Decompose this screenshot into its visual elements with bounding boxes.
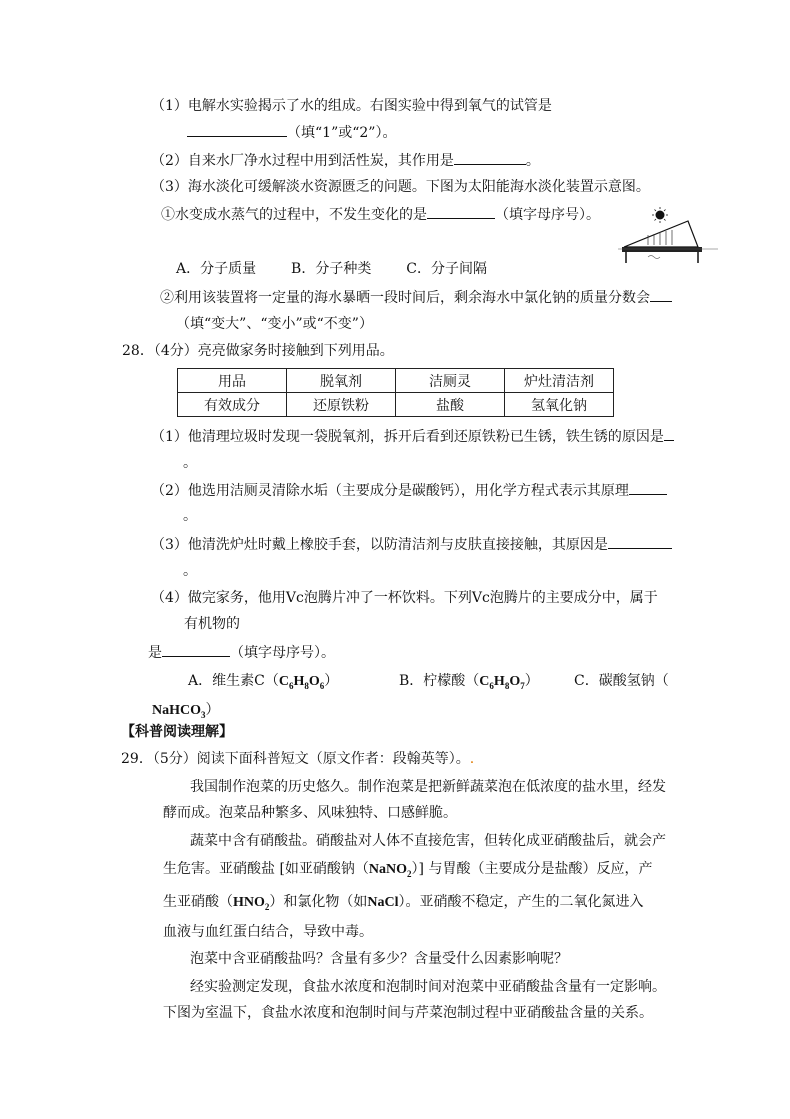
household-items-table [177, 368, 614, 417]
table-row [178, 393, 614, 417]
table-cell: 氢氧化钠 [505, 393, 614, 417]
q28-part4-line3: 是 （填字母序号）。 [148, 642, 335, 663]
formula-vitamin-c: $C_6H_8O_6$ [278, 674, 325, 691]
q28-option-c-formula: NaHCO$_3$） [152, 702, 220, 720]
table-row [178, 369, 614, 393]
q29-para3: 泡菜中含亚硝酸盐吗？含量有多少？含量受什么因素影响呢？ [190, 951, 568, 967]
answer-blank[interactable] [427, 204, 495, 219]
q29-para1-line2: 酵而成。泡菜品种繁多、风味独特、口感鲜脆。 [163, 805, 457, 821]
q29-para4-line1: 经实验测定发现，食盐水浓度和泡制时间对泡菜中亚硝酸盐含量有一定影响。 [190, 979, 666, 995]
answer-blank[interactable] [162, 642, 230, 657]
q28-part3-line: （3）他清洗炉灶时戴上橡胶手套，以防清洁剂与皮肤直接接触，其原因是 [151, 534, 672, 555]
formula-nitrous-acid: $HNO_2$ [233, 895, 270, 912]
table-cell: 洁厕灵 [396, 369, 505, 393]
q28-part1-end: 。 [183, 455, 197, 471]
section-heading: 【科普阅读理解】 [121, 724, 233, 740]
q27-part3-sub1-line: ①水变成水蒸气的过程中，不发生变化的是 （填字母序号）。 [161, 204, 600, 225]
q28-option-b[interactable]: B．柠檬酸$(C_6H_8O_7)$ [399, 673, 539, 691]
q28-part4-line: （4）做完家务，他用Vc泡腾片冲了一杯饮料。下列Vc泡腾片的主要成分中，属于 [151, 590, 658, 606]
table-cell: 用品 [178, 369, 287, 393]
option-b[interactable]: B．分子种类 [291, 261, 372, 277]
table-cell: 有效成分 [178, 393, 287, 417]
q29-para4-line2: 下图为室温下，食盐水浓度和泡制时间与芹菜泡制过程中亚硝酸盐含量的关系。 [163, 1005, 653, 1021]
answer-blank[interactable] [650, 287, 672, 302]
q29-para2-line3: 生亚硝酸$(HNO_2)$和氯化物（如NaCl）。亚硝酸不稳定，产生的二氧化氮进入 [163, 894, 644, 912]
q28-part2-line: （2）他选用洁厕灵清除水垢（主要成分是碳酸钙），用化学方程式表示其原理 [151, 480, 667, 501]
option-c[interactable]: C．分子间隔 [406, 261, 487, 277]
vapor-arrows [648, 230, 672, 245]
q28-part2-end: 。 [183, 508, 197, 524]
formula-citric-acid: $C_6H_8O_7$ [479, 674, 525, 691]
table-cell: 炉灶清洁剂 [505, 369, 614, 393]
q29-para2-line4: 血液与血红蛋白结合，导致中毒。 [163, 924, 373, 940]
glass-cover [624, 221, 698, 247]
table-cell: 盐酸 [396, 393, 505, 417]
q28-option-c[interactable]: C．碳酸氢钠（ [574, 673, 669, 689]
table-cell: 脱氧剂 [287, 369, 396, 393]
q27-options [176, 259, 487, 279]
q29-para2-line1: 蔬菜中含有硝酸盐。硝酸盐对人体不直接危害，但转化成亚硝酸盐后，就会产 [190, 833, 666, 849]
water-basin [622, 247, 702, 252]
q29-para1-line1: 我国制作泡菜的历史悠久。制作泡菜是把新鲜蔬菜泡在低浓度的盐水里，经发 [190, 779, 666, 795]
answer-blank[interactable] [187, 122, 287, 137]
q27-part1-answer-line: （填“1”或“2”）。 [187, 122, 396, 143]
formula-sodium-nitrite: NaNO$_2$ [368, 862, 412, 879]
answer-blank[interactable] [454, 150, 526, 165]
q27-part1-line: （1）电解水实验揭示了水的组成。右图实验中得到氧气的试管是 [151, 98, 552, 114]
q29-heading: 29．（5分）阅读下面科普短文（原文作者：段翰英等）。. [121, 751, 475, 767]
q28-part3-end: 。 [183, 563, 197, 579]
q27-part3-sub2-line: ②利用该装置将一定量的海水暴晒一段时间后，剩余海水中氯化钠的质量分数会 [160, 287, 672, 308]
answer-blank[interactable] [629, 480, 667, 495]
q27-part2-line: （2）自来水厂净水过程中用到活性炭，其作用是 。 [151, 150, 540, 171]
q27-part3-sub2-note: （填“变大”、“变小”或“不变”） [176, 316, 373, 332]
answer-blank[interactable] [664, 426, 674, 441]
option-a[interactable]: A．分子质量 [176, 261, 257, 277]
table-cell: 还原铁粉 [287, 393, 396, 417]
solar-desalination-diagram [618, 205, 718, 267]
answer-blank[interactable] [608, 534, 672, 549]
q28-heading: 28．（4分）亮亮做家务时接触到下列用品。 [122, 343, 394, 359]
q28-part1-line: （1）他清理垃圾时发现一袋脱氧剂，拆开后看到还原铁粉已生锈，铁生锈的原因是 [151, 426, 674, 447]
q29-para2-line2: 生危害。亚硝酸盐 [如亚硝酸钠（NaNO$_2$）] 与胃酸（主要成分是盐酸）反应，产 [163, 861, 653, 879]
q27-part3-line: （3）海水淡化可缓解淡水资源匮乏的问题。下图为太阳能海水淡化装置示意图。 [151, 179, 650, 195]
sun-icon [656, 211, 665, 220]
formula-sodium-bicarbonate: NaHCO$_3$ [152, 703, 206, 720]
q28-part4-line2: 有机物的 [184, 616, 240, 632]
formula-sodium-chloride: NaCl [367, 895, 399, 910]
q28-option-a[interactable]: A．维生素$C(C_6H_8O_6)$ [188, 673, 339, 691]
